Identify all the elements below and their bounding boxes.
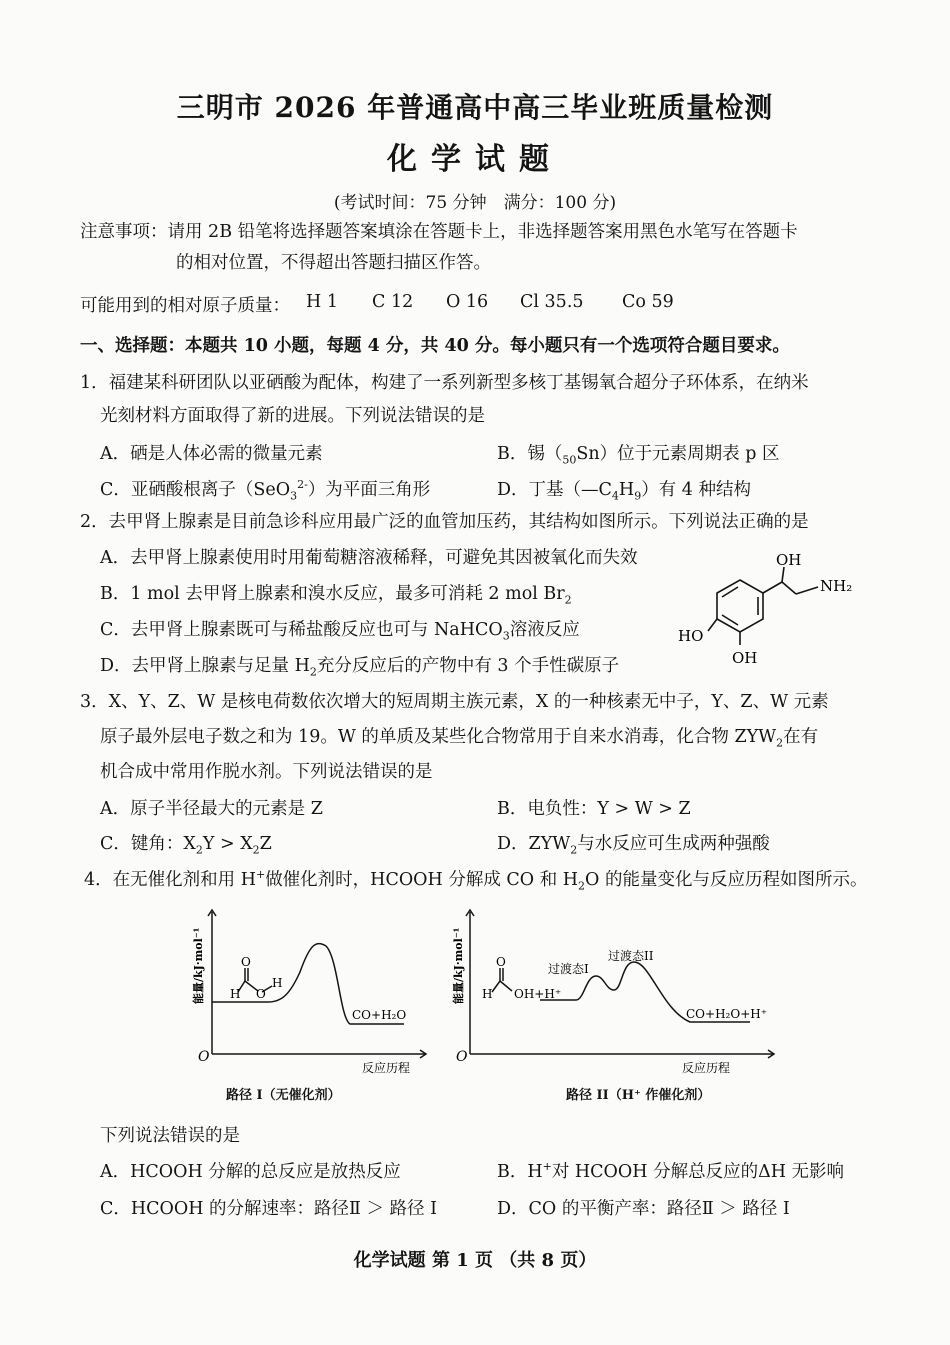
q1-option-c: C．亚硒酸根离子（SeO$_3^{2-}$）为平面三角形 [100, 478, 431, 503]
chart2-ts2-label: 过渡态II [608, 949, 654, 963]
q3-stem-line-3: 机合成中常用作脱水剂。下列说法错误的是 [100, 762, 433, 782]
section-heading: 一、选择题：本题共 10 小题，每题 4 分，共 40 分。每小题只有一个选项符合题目要求。 [80, 336, 790, 356]
subject-title: 化学试题 [387, 142, 563, 177]
chart1-h-right-label: H [272, 976, 283, 990]
exam-info: (考试时间：75 分钟 满分：100 分) [333, 193, 617, 213]
q4-option-a: A．HCOOH 分解的总反应是放热反应 [100, 1162, 401, 1182]
oh-bottom-label: OH [732, 649, 758, 667]
norepinephrine-structure [672, 545, 872, 675]
chart2-h-label: H [482, 987, 493, 1001]
q1-stem-line-2: 光刻材料方面取得了新的进展。下列说法错误的是 [100, 406, 485, 426]
chart2-product-label: CO+H₂O+H⁺ [686, 1007, 768, 1021]
chart1-product-label: CO+H₂O [352, 1008, 407, 1022]
q2-option-b: B．1 mol 去甲肾上腺素和溴水反应，最多可消耗 2 mol $Br_2$ [100, 584, 572, 607]
chart1-xlabel: 反应历程 [362, 1061, 411, 1075]
q4-stem: 4．在无催化剂和用 H+做催化剂时，HCOOH 分解成 CO 和 $H_2O$ 的能量变化与反应历程如图所示。 [84, 868, 868, 893]
ho-left-label: HO [678, 627, 704, 645]
atomic-mass-label: 可能用到的相对原子质量： [80, 296, 290, 316]
q3-option-a: A．原子半径最大的元素是 Z [100, 799, 323, 819]
chart2-ts1-label: 过渡态I [548, 962, 589, 976]
atomic-mass-co: Co 59 [622, 292, 674, 312]
q4-lead: 下列说法错误的是 [100, 1126, 240, 1146]
chart1-o-mid-label: O [256, 987, 266, 1001]
q2-stem: 2．去甲肾上腺素是目前急诊科应用最广泛的血管加压药，其结构如图所示。下列说法正确的是 [80, 512, 809, 532]
q1-option-d: D．丁基$(—C_4H_9)$有 4 种结构 [497, 480, 751, 503]
atomic-mass-c: C 12 [372, 292, 414, 312]
atomic-mass-h: H 1 [306, 292, 338, 312]
q3-option-d: D．$ZYW_2$与水反应可生成两种强酸 [497, 834, 770, 857]
chart2-xlabel: 反应历程 [682, 1061, 731, 1075]
chart1-caption-text: 路径 I（无催化剂） [226, 1088, 341, 1103]
energy-diagram-path-1 [190, 906, 430, 1078]
atomic-mass-cl: Cl 35.5 [520, 292, 584, 312]
q4-option-b: B．H+对 HCOOH 分解总反应的ΔH 无影响 [497, 1160, 845, 1182]
chart1-h-left-label: H [230, 987, 241, 1001]
q3-stem-line-2: 原子最外层电子数之和为 19。W 的单质及某些化合物常用于自来水消毒，化合物 $ZYW_2$在有 [100, 727, 819, 750]
q4-option-c: C．HCOOH 的分解速率：路径Ⅱ ＞ 路径 I [100, 1199, 438, 1219]
q1-option-b: B．锡$(_{50}Sn)$位于元素周期表 p 区 [497, 444, 780, 467]
q3-stem-line-1: 3．X、Y、Z、W 是核电荷数依次增大的短周期主族元素，X 的一种核素无中子，Y、Z、W 元素 [80, 692, 829, 712]
q3-option-b: B．电负性：Y > W > Z [497, 799, 691, 819]
energy-diagram-path-2 [450, 906, 780, 1078]
atomic-mass-o: O 16 [446, 292, 489, 312]
chart1-o-top-label: O [241, 955, 251, 969]
page-footer: 化学试题 第 1 页 （共 8 页） [353, 1250, 597, 1271]
q4-option-d: D．CO 的平衡产率：路径Ⅱ ＞ 路径 I [497, 1199, 790, 1219]
chart2-ylabel: 能量/kJ·mol⁻¹ [452, 927, 465, 1004]
chart1-origin: O [198, 1049, 210, 1065]
page-title: 三明市 2026 年普通高中高三毕业班质量检测 [176, 91, 774, 124]
chart2-reactant-label: OH+H⁺ [514, 987, 562, 1001]
notice-line-2: 的相对位置，不得超出答题扫描区作答。 [176, 253, 491, 273]
q3-option-c: C．键角：$X_2Y > X_2Z$ [100, 834, 272, 857]
q1-option-a: A．硒是人体必需的微量元素 [100, 444, 323, 464]
q1-stem-line-1: 1．福建某科研团队以亚硒酸为配体，构建了一系列新型多核丁基锡氧合超分子环体系，在纳米 [80, 373, 809, 393]
q2-option-a: A．去甲肾上腺素使用时用葡萄糖溶液稀释，可避免其因被氧化而失效 [100, 548, 638, 568]
q2-option-c: C．去甲肾上腺素既可与稀盐酸反应也可与 NaHCO$_3$溶液反应 [100, 620, 580, 643]
nh2-label: NH₂ [820, 577, 853, 595]
chart2-o-top-label: O [496, 955, 506, 969]
notice-line-1: 注意事项：请用 2B 铅笔将选择题答案填涂在答题卡上，非选择题答案用黑色水笔写在答题卡 [80, 222, 798, 242]
chart1-ylabel: 能量/kJ·mol⁻¹ [192, 927, 205, 1004]
chart2-origin: O [456, 1049, 468, 1065]
q2-option-d: D．去甲肾上腺素与足量 $H_2$充分反应后的产物中有 3 个手性碳原子 [100, 656, 620, 679]
oh-top-label: OH [776, 551, 802, 569]
chart2-caption: 路径 II（H⁺ 作催化剂） [566, 1088, 711, 1103]
